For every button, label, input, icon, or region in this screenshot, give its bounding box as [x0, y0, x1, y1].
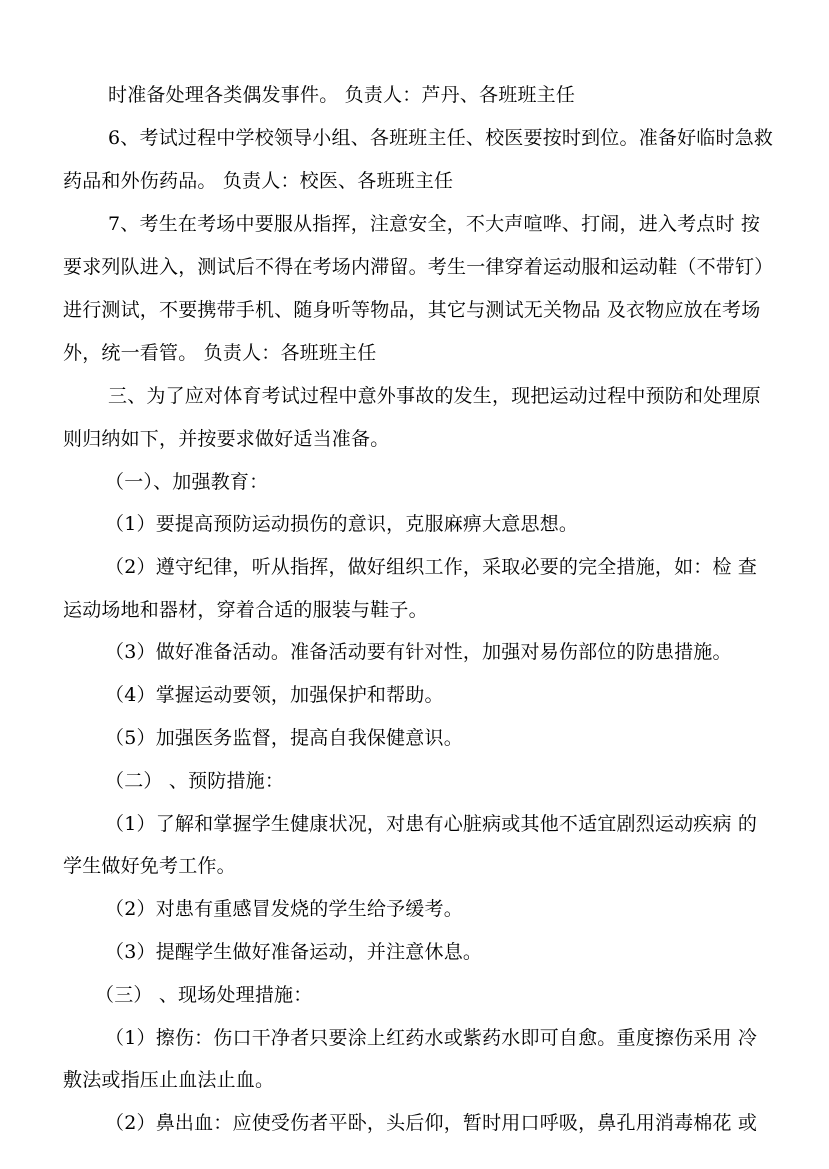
- text-line: 7、考生在考场中要服从指挥，注意安全，不大声喧哗、打闹，进入考点时 按: [108, 213, 761, 235]
- text-line: 三、为了应对体育考试过程中意外事故的发生，现把运动过程中预防和处理原: [108, 385, 761, 407]
- section-heading: （一）、加强教育：: [105, 471, 269, 493]
- text-line: （2）遵守纪律，听从指挥，做好组织工作，采取必要的完全措施，如：检 查: [105, 556, 758, 578]
- text-line: 学生做好免考工作。: [63, 855, 236, 877]
- section-heading: （二） 、预防措施：: [105, 770, 285, 792]
- text-line: （5）加强医务监督，提高自我保健意识。: [105, 727, 463, 749]
- text-line: 进行测试，不要携带手机、随身听等物品，其它与测试无关物品 及衣物应放在考场: [63, 299, 761, 321]
- text-line: 时准备处理各类偶发事件。 负责人：芦丹、各班班主任: [108, 84, 576, 106]
- text-line: （3）提醒学生做好准备运动，并注意休息。: [105, 941, 483, 963]
- text-line: 外，统一看管。 负责人：各班班主任: [63, 342, 377, 364]
- text-line: （2）鼻出血：应使受伤者平卧，头后仰，暂时用口呼吸，鼻孔用消毒棉花 或: [105, 1112, 758, 1134]
- section-heading: （三） 、现场处理措施：: [95, 984, 313, 1006]
- text-line: 药品和外伤药品。 负责人：校医、各班班主任: [63, 170, 454, 192]
- text-line: 运动场地和器材，穿着合适的服装与鞋子。: [63, 599, 428, 621]
- text-line: （3）做好准备活动。准备活动要有针对性，加强对易伤部位的防患措施。: [105, 641, 732, 663]
- text-line: （2）对患有重感冒发烧的学生给予缓考。: [105, 898, 463, 920]
- text-line: 要求列队进入，测试后不得在考场内滞留。考生一律穿着运动服和运动鞋（不带钉）: [63, 256, 774, 278]
- text-line: （1）擦伤：伤口干净者只要涂上红药水或紫药水即可自愈。重度擦伤采用 冷: [105, 1027, 758, 1049]
- text-line: 敷法或指压止血法止血。: [63, 1069, 275, 1091]
- text-line: 则归纳如下，并按要求做好适当准备。: [63, 428, 390, 450]
- text-line: （4）掌握运动要领，加强保护和帮助。: [105, 684, 444, 706]
- text-line: （1）了解和掌握学生健康状况，对患有心脏病或其他不适宜剧烈运动疾病 的: [105, 813, 758, 835]
- text-line: 6、考试过程中学校领导小组、各班班主任、校医要按时到位。准备好临时急救: [108, 127, 774, 149]
- text-line: （1）要提高预防运动损伤的意识，克服麻痹大意思想。: [105, 513, 579, 535]
